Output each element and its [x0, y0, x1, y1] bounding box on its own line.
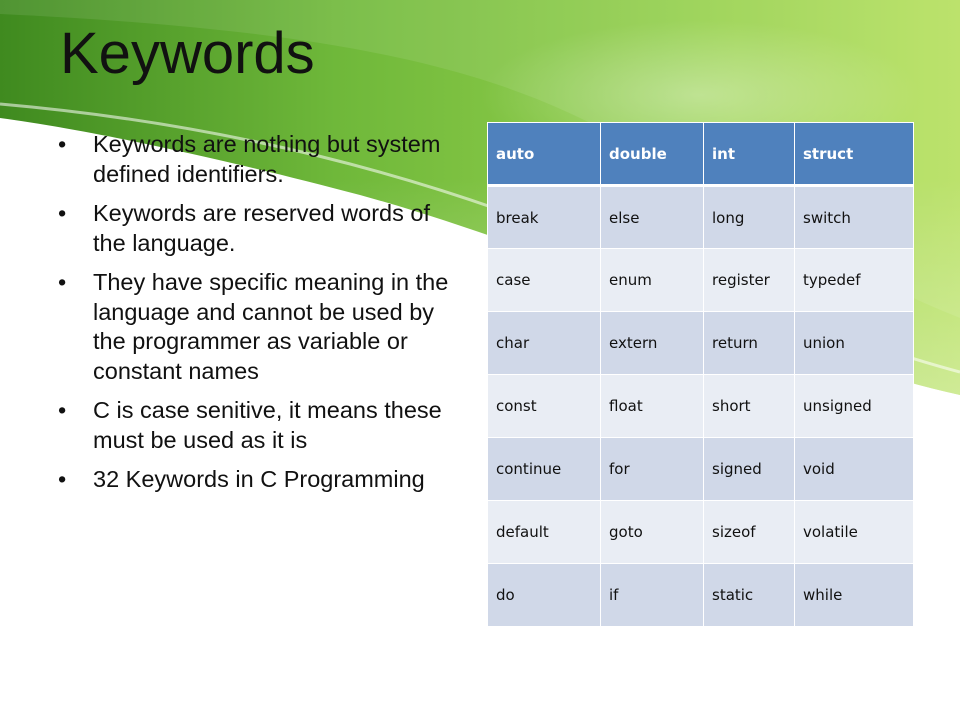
bullet-text: 32 Keywords in C Programming: [93, 466, 425, 492]
table-row: [488, 501, 914, 564]
table-cell: default: [488, 501, 601, 564]
table-cell: signed: [704, 438, 795, 501]
slide-title: Keywords: [60, 21, 315, 86]
table-cell: float: [601, 375, 704, 438]
bullet-text: C is case senitive, it means these must be used as it is: [93, 397, 442, 453]
table-cell: long: [704, 186, 795, 249]
table-cell: extern: [601, 312, 704, 375]
table-row: [488, 249, 914, 312]
table-cell: return: [704, 312, 795, 375]
keywords-table: [487, 122, 914, 627]
table-cell: for: [601, 438, 704, 501]
table-cell: sizeof: [704, 501, 795, 564]
table-cell: if: [601, 564, 704, 627]
bullet-item: [56, 396, 466, 455]
table-cell: switch: [795, 186, 914, 249]
table-cell: enum: [601, 249, 704, 312]
table-cell: union: [795, 312, 914, 375]
bullet-text: Keywords are reserved words of the language.: [93, 200, 430, 256]
table-header-cell: double: [601, 123, 704, 186]
table-cell: else: [601, 186, 704, 249]
table-cell: unsigned: [795, 375, 914, 438]
table-cell: char: [488, 312, 601, 375]
table-row: [488, 564, 914, 627]
table-cell: void: [795, 438, 914, 501]
bullet-list: [56, 130, 466, 505]
table-header-cell: auto: [488, 123, 601, 186]
table-row: [488, 312, 914, 375]
table-header-cell: struct: [795, 123, 914, 186]
bullet-dot: •: [58, 131, 67, 157]
table-cell: typedef: [795, 249, 914, 312]
table-cell: const: [488, 375, 601, 438]
table-row: [488, 186, 914, 249]
bullet-text: They have specific meaning in the language and cannot be used by the programmer as variable or constant names: [93, 269, 449, 384]
bullet-dot: •: [58, 269, 67, 295]
table-cell: while: [795, 564, 914, 627]
bullet-item: [56, 268, 466, 386]
table-cell: do: [488, 564, 601, 627]
table-header-cell: int: [704, 123, 795, 186]
bullet-dot: •: [58, 397, 67, 423]
table-cell: short: [704, 375, 795, 438]
table-cell: continue: [488, 438, 601, 501]
table-header-row: [488, 123, 914, 186]
table-cell: break: [488, 186, 601, 249]
table-cell: volatile: [795, 501, 914, 564]
table-row: [488, 438, 914, 501]
bullet-item: [56, 130, 466, 189]
table-row: [488, 375, 914, 438]
bullet-text: Keywords are nothing but system defined identifiers.: [93, 131, 441, 187]
bullet-dot: •: [58, 200, 67, 226]
table-cell: goto: [601, 501, 704, 564]
bullet-dot: •: [58, 466, 67, 492]
table-cell: static: [704, 564, 795, 627]
bullet-item: [56, 465, 466, 495]
table-cell: register: [704, 249, 795, 312]
table-cell: case: [488, 249, 601, 312]
bullet-item: [56, 199, 466, 258]
